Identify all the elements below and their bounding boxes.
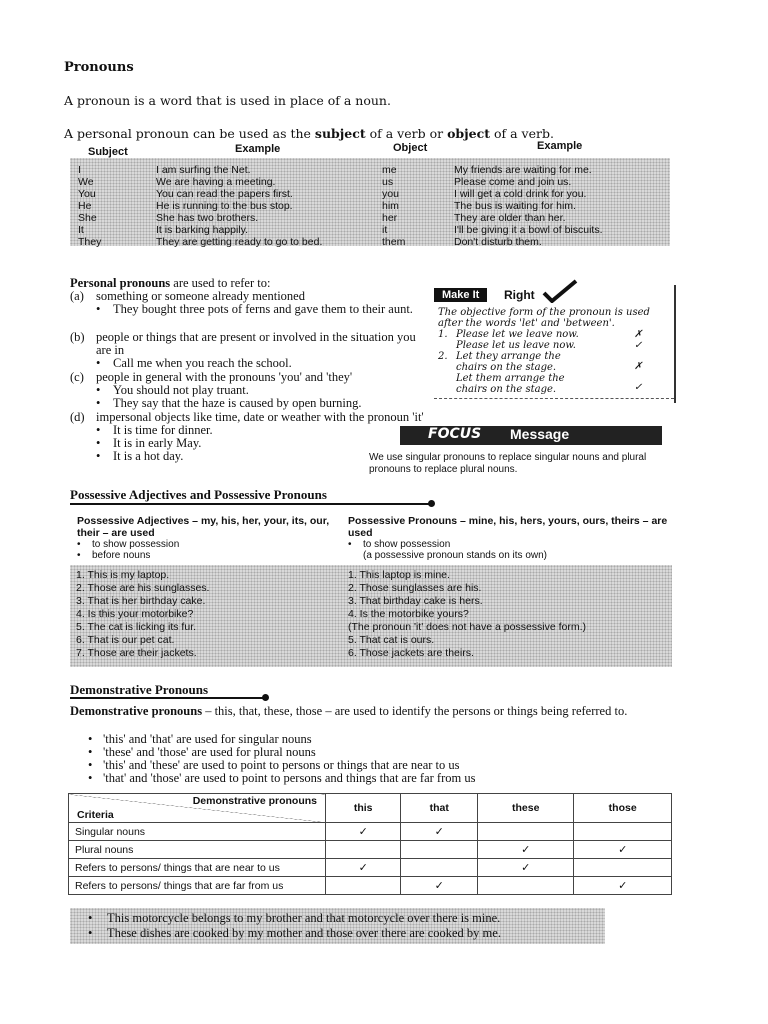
empty-cell xyxy=(574,823,672,841)
col-header-subject: Subject xyxy=(88,146,128,158)
possessive-title: Possessive Adjectives and Possessive Pronouns xyxy=(70,487,327,502)
table-cell: They are older than her. xyxy=(454,212,566,224)
poss-pron-b2: (a possessive pronoun stands on its own) xyxy=(363,550,547,561)
poss-adj-example: 3. That is her birthday cake. xyxy=(76,595,206,607)
poss-pron-example: 5. That cat is ours. xyxy=(348,634,435,646)
bullet-icon: • xyxy=(96,302,101,316)
table-row xyxy=(70,212,670,224)
table-cell: My friends are waiting for me. xyxy=(454,164,592,176)
poss-adj-example: 7. Those are their jackets. xyxy=(76,647,197,659)
demo-example-1: This motorcycle belongs to my brother and that motorcycle over there is mine. xyxy=(107,911,501,925)
use-c-example-2: They say that the haze is caused by open burning. xyxy=(113,396,362,410)
possessive-example-table xyxy=(70,565,672,667)
use-c-example-1: You should not play truant. xyxy=(113,383,249,397)
item-1-wrong: Please let we leave now. xyxy=(456,329,579,340)
col-this: this xyxy=(326,794,401,823)
table-row xyxy=(69,841,672,859)
demo-bullet-4: 'that' and 'those' are used to point to persons and things that are far from us xyxy=(103,771,476,785)
poss-adj-example: 2. Those are his sunglasses. xyxy=(76,582,210,594)
bullet-icon: • xyxy=(96,436,101,450)
use-d-example-1: It is time for dinner. xyxy=(113,423,213,437)
col-header-example-2: Example xyxy=(537,140,583,152)
page-title: Pronouns xyxy=(64,60,134,75)
intro-text-c: of a verb or xyxy=(365,126,448,141)
demonstrative-table xyxy=(68,793,672,895)
poss-pron-example: 3. That birthday cake is hers. xyxy=(348,595,483,607)
poss-adj-example: 4. Is this your motorbike? xyxy=(76,608,194,620)
criteria-header-cell xyxy=(69,794,326,823)
poss-pron-head: Possessive Pronouns – mine, his, hers, yours, ours, theirs – are used xyxy=(348,515,668,539)
intro-subject: subject xyxy=(314,126,366,141)
table-cell: The bus is waiting for him. xyxy=(454,200,576,212)
demo-bullet-1: 'this' and 'that' are used for singular nouns xyxy=(103,732,312,746)
criteria-label: Plural nouns xyxy=(69,841,326,859)
demo-example-2: These dishes are cooked by my mother and those over there are cooked by me. xyxy=(107,926,501,940)
use-b-text: people or things that are present or involved in the situation you are in xyxy=(96,330,416,357)
table-cell: She has two brothers. xyxy=(156,212,259,224)
poss-pron-b1: to show possession xyxy=(363,539,451,550)
table-row xyxy=(69,859,672,877)
demonstrative-intro-rest: – this, that, these, those – are used to identify the persons or things being referred to. xyxy=(202,704,628,718)
col-these: these xyxy=(478,794,574,823)
table-cell: it xyxy=(382,224,388,236)
table-cell: you xyxy=(382,188,399,200)
demonstrative-title: Demonstrative Pronouns xyxy=(70,682,209,697)
bullet-icon: • xyxy=(96,423,101,437)
use-a-example: They bought three pots of ferns and gave them to their aunt. xyxy=(113,302,413,316)
table-cell: him xyxy=(382,200,399,212)
demonstrative-examples xyxy=(70,908,605,944)
tick-icon: ✓ xyxy=(574,841,672,859)
poss-adj-b1: to show possession xyxy=(92,539,180,550)
item-1-right: Please let us leave now. xyxy=(456,340,576,351)
table-cell: Don't disturb them. xyxy=(454,236,542,248)
divider xyxy=(434,398,674,399)
checkmark-icon xyxy=(542,279,578,303)
col-header-object: Object xyxy=(393,142,428,154)
table-cell: Please come and join us. xyxy=(454,176,572,188)
poss-pron-example: 4. Is the motorbike yours? xyxy=(348,608,469,620)
use-b-example: Call me when you reach the school. xyxy=(113,356,292,370)
intro-object: object xyxy=(447,126,491,141)
focus-title: FOCUS xyxy=(428,426,482,442)
criteria-label: Singular nouns xyxy=(69,823,326,841)
make-it-right-word: Right xyxy=(504,288,535,302)
use-d-example-2: It is in early May. xyxy=(113,436,202,450)
empty-cell xyxy=(401,841,478,859)
empty-cell xyxy=(478,823,574,841)
cross-icon: ✗ xyxy=(634,329,643,340)
focus-title-message: Message xyxy=(510,426,570,442)
table-header-row xyxy=(69,794,672,823)
table-cell: You can read the papers first. xyxy=(156,188,293,200)
table-cell: I am surfing the Net. xyxy=(156,164,251,176)
tick-icon: ✓ xyxy=(478,859,574,877)
table-cell: us xyxy=(382,176,394,188)
intro-text-e: of a verb. xyxy=(490,126,554,141)
table-cell: I'll be giving it a bowl of biscuits. xyxy=(454,224,603,236)
poss-pron-example: 1. This laptop is mine. xyxy=(348,569,450,581)
table-cell: We xyxy=(78,176,94,188)
table-row xyxy=(70,176,670,188)
bullet-icon: • xyxy=(96,449,101,463)
col-that: that xyxy=(401,794,478,823)
table-cell: He xyxy=(78,200,92,212)
table-row xyxy=(70,224,670,236)
make-it-tag: Make It xyxy=(434,288,487,302)
use-d-text: impersonal objects like time, date or weather with the pronoun 'it' xyxy=(96,410,424,424)
poss-adj-example: 6. That is our pet cat. xyxy=(76,634,175,646)
bullet-icon: • xyxy=(96,383,101,397)
section-dot xyxy=(428,500,435,507)
demonstrative-intro xyxy=(70,705,674,718)
focus-text: We use singular pronouns to replace singular nouns and plural pronouns to replace plural nouns. xyxy=(369,452,647,475)
tick-icon: ✓ xyxy=(634,340,643,351)
table-cell: It is barking happily. xyxy=(156,224,249,236)
use-a-text: something or someone already mentioned xyxy=(96,289,305,303)
uses-lead-rest: are used to refer to: xyxy=(170,276,271,290)
table-cell: It xyxy=(78,224,84,236)
col-header-example: Example xyxy=(235,143,281,155)
tick-icon: ✓ xyxy=(401,877,478,895)
table-cell: They xyxy=(78,236,102,248)
focus-banner xyxy=(400,426,662,445)
bullet-icon: • xyxy=(88,911,93,925)
use-d-label: (d) xyxy=(70,410,85,424)
bullet-icon: • xyxy=(77,539,81,550)
tick-icon: ✓ xyxy=(401,823,478,841)
bullet-icon: • xyxy=(77,550,81,561)
bullet-icon: • xyxy=(88,732,93,746)
item-2-right: Let them arrange the chairs on the stage. xyxy=(456,373,565,395)
bullet-icon: • xyxy=(88,771,93,785)
header-demonstrative: Demonstrative pronouns xyxy=(192,795,317,807)
tick-icon: ✓ xyxy=(478,841,574,859)
bullet-icon: • xyxy=(88,745,93,759)
poss-pron-example: 2. Those sunglasses are his. xyxy=(348,582,482,594)
poss-adj-example: 1. This is my laptop. xyxy=(76,569,170,581)
section-dot xyxy=(262,694,269,701)
personal-pronoun-table xyxy=(70,158,670,246)
table-cell: me xyxy=(382,164,397,176)
empty-cell xyxy=(478,877,574,895)
table-row xyxy=(70,200,670,212)
criteria-label: Refers to persons/ things that are near to us xyxy=(69,859,326,877)
item-2-num: 2. xyxy=(438,351,448,362)
bullet-icon: • xyxy=(88,926,93,940)
use-c-text: people in general with the pronouns 'you' and 'they' xyxy=(96,370,353,384)
make-it-right-desc: The objective form of the pronoun is used after the words 'let' and 'between'. xyxy=(438,307,650,329)
table-cell: I will get a cold drink for you. xyxy=(454,188,587,200)
poss-adj-example: 5. The cat is licking its fur. xyxy=(76,621,197,633)
demo-bullet-2: 'these' and 'those' are used for plural nouns xyxy=(103,745,316,759)
intro-text-a: A personal pronoun can be used as the xyxy=(64,126,315,141)
table-cell: She xyxy=(78,212,97,224)
table-cell: I xyxy=(78,164,81,176)
bullet-icon: • xyxy=(96,356,101,370)
intro-personal xyxy=(64,126,554,141)
item-2-wrong: Let they arrange the chairs on the stage. xyxy=(456,351,561,373)
tick-icon: ✓ xyxy=(574,877,672,895)
table-row xyxy=(69,877,672,895)
bullet-icon: • xyxy=(96,396,101,410)
demo-bullet-3: 'this' and 'these' are used to point to persons or things that are near to us xyxy=(103,758,460,772)
header-criteria: Criteria xyxy=(77,809,114,821)
item-1-num: 1. xyxy=(438,329,448,340)
poss-pron-example: 6. Those jackets are theirs. xyxy=(348,647,474,659)
bullet-icon: • xyxy=(348,539,352,550)
use-d-example-3: It is a hot day. xyxy=(113,449,184,463)
intro-definition: A pronoun is a word that is used in place of a noun. xyxy=(64,93,391,108)
bullet-icon: • xyxy=(88,758,93,772)
empty-cell xyxy=(326,877,401,895)
table-cell: We are having a meeting. xyxy=(156,176,276,188)
tick-icon: ✓ xyxy=(326,859,401,877)
empty-cell xyxy=(401,859,478,877)
col-those: those xyxy=(574,794,672,823)
make-it-right-box xyxy=(434,285,676,403)
uses-lead-bold: Personal pronouns xyxy=(70,276,171,290)
table-row xyxy=(70,188,670,200)
section-underline xyxy=(70,503,432,505)
table-cell: them xyxy=(382,236,406,248)
section-underline xyxy=(70,697,266,699)
poss-adj-head: Possessive Adjectives – my, his, her, your, its, our, their – are used xyxy=(77,515,330,539)
table-row xyxy=(70,164,670,176)
use-a-label: (a) xyxy=(70,289,84,303)
table-cell: You xyxy=(78,188,96,200)
tick-icon: ✓ xyxy=(634,382,643,393)
demonstrative-intro-bold: Demonstrative pronouns xyxy=(70,704,203,718)
tick-icon: ✓ xyxy=(326,823,401,841)
table-row xyxy=(70,236,670,248)
poss-adj-b2: before nouns xyxy=(92,550,151,561)
table-cell: her xyxy=(382,212,398,224)
use-b-label: (b) xyxy=(70,330,85,344)
table-cell: He is running to the bus stop. xyxy=(156,200,293,212)
empty-cell xyxy=(574,859,672,877)
table-row xyxy=(69,823,672,841)
poss-pron-example: (The pronoun 'it' does not have a possessive form.) xyxy=(348,621,587,633)
cross-icon: ✗ xyxy=(634,361,643,372)
criteria-label: Refers to persons/ things that are far from us xyxy=(69,877,326,895)
empty-cell xyxy=(326,841,401,859)
use-c-label: (c) xyxy=(70,370,84,384)
table-cell: They are getting ready to go to bed. xyxy=(156,236,323,248)
